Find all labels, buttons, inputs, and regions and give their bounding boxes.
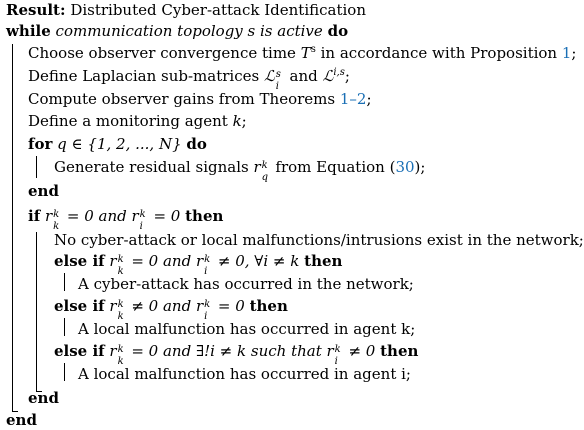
cyber-attack-line: A cyber-attack has occurred in the network; <box>78 275 414 293</box>
elseif2-then-keyword: then <box>249 297 288 315</box>
result-text: Distributed Cyber-attack Identification <box>70 1 366 19</box>
for-keyword: for <box>28 135 53 153</box>
for-line <box>28 134 207 154</box>
step3-text: Compute observer gains from Theorems <box>28 90 340 108</box>
elseif3-keyword: else if <box>54 342 105 360</box>
for-condition: q ∈ {1, 2, ..., N} <box>57 135 182 153</box>
elseif2-cond-b: = 0 <box>213 297 245 315</box>
if-block-bar <box>36 232 37 391</box>
for-do-keyword: do <box>186 135 207 153</box>
end-if-keyword: end <box>28 389 59 407</box>
elseif2-block-bar <box>64 318 65 336</box>
laplacian-sub-1-sub: i <box>275 81 279 92</box>
gen-sub: q <box>261 172 269 183</box>
while-do-keyword: do <box>327 22 349 40</box>
laplacian-sub-1-indices <box>275 66 285 92</box>
equation-ref[interactable]: 30 <box>395 158 415 176</box>
step4-end: ; <box>241 112 247 130</box>
step1-text: Choose observer convergence time <box>28 44 301 62</box>
if-r-k-i-indices: k i <box>139 209 146 232</box>
gen-end: ); <box>414 158 426 176</box>
elseif2-keyword: else if <box>54 297 105 315</box>
elseif-local-i-line: else if r k k = 0 and ∃!i ≠ k such that r k i ≠ 0 then <box>54 342 419 367</box>
if-r-k-k-indices: k k <box>53 209 60 232</box>
if-line <box>28 206 224 232</box>
elseif3-cond-b: ≠ 0 <box>343 342 376 360</box>
if-r-k-k: r <box>44 207 53 225</box>
step1-post: in accordance with Proposition <box>315 44 562 62</box>
step-define-agent <box>28 111 247 131</box>
elseif2-cond-a: ≠ 0 and <box>126 297 196 315</box>
for-block-bar <box>36 156 37 178</box>
elseif-cyber-line: else if r k k = 0 and r k i ≠ 0, ∀i ≠ k then <box>54 252 343 277</box>
if-then-keyword: then <box>185 207 224 225</box>
while-condition: communication topology s is active <box>55 22 323 40</box>
no-attack-line: No cyber-attack or local malfunctions/intrusions exist in the network; <box>54 231 584 249</box>
step2-end: ; <box>344 67 350 85</box>
step-compute-gains <box>28 89 372 109</box>
elseif3-block-bar <box>64 363 65 381</box>
end-while-keyword: end <box>6 411 37 429</box>
step2-text: Define Laplacian sub-matrices <box>28 67 264 85</box>
gen-post: from Equation ( <box>270 158 396 176</box>
local-malfunction-i-line: A local malfunction has occurred in agent i; <box>78 365 411 383</box>
step-define-laplacian <box>28 66 350 92</box>
step4-text: Define a monitoring agent <box>28 112 233 130</box>
elseif3-then-keyword: then <box>380 342 419 360</box>
elseif1-keyword: else if <box>54 252 105 270</box>
proposition-ref[interactable]: 1 <box>561 44 572 62</box>
elseif1-then-keyword: then <box>304 252 343 270</box>
while-line <box>6 21 348 41</box>
result-label: Result: <box>6 1 66 19</box>
laplacian-sub-2: ℒ <box>322 67 334 85</box>
elseif1-cond-a: = 0 and <box>126 252 196 270</box>
gen-var: r <box>253 158 261 176</box>
if-cond-mid: = 0 and <box>62 207 132 225</box>
elseif3-cond-a: = 0 and ∃!i ≠ k such that <box>126 342 327 360</box>
step2-and: and <box>284 67 323 85</box>
local-malfunction-k-line: A local malfunction has occurred in agent k; <box>78 320 416 338</box>
step1-end: ; <box>571 44 577 62</box>
if-cond-end: = 0 <box>148 207 181 225</box>
elseif-local-k-line: else if r k k ≠ 0 and r k i = 0 then <box>54 297 288 322</box>
step4-var: k <box>232 112 242 130</box>
result-line <box>6 0 366 20</box>
elseif1-block-bar <box>64 273 65 291</box>
gen-text: Generate residual signals <box>54 158 254 176</box>
step-choose-time <box>28 43 576 63</box>
step1-sup: s <box>310 44 316 55</box>
if-keyword: if <box>28 207 41 225</box>
while-block-bar <box>12 44 13 411</box>
gen-sup: k <box>261 160 268 171</box>
end-for-keyword: end <box>28 182 59 200</box>
laplacian-sub-1-sup: s <box>275 69 281 80</box>
laplacian-sub-1: ℒ <box>263 67 275 85</box>
while-keyword: while <box>6 22 51 40</box>
laplacian-sub-2-sup: i,s <box>333 67 345 78</box>
step-generate-residual <box>54 157 426 183</box>
step1-var: T <box>300 44 311 62</box>
elseif1-cond-b: ≠ 0, ∀i ≠ k <box>213 252 300 270</box>
step3-end: ; <box>366 90 372 108</box>
theorems-ref[interactable]: 1–2 <box>339 90 367 108</box>
if-r-k-i: r <box>131 207 139 225</box>
gen-indices <box>261 157 271 183</box>
